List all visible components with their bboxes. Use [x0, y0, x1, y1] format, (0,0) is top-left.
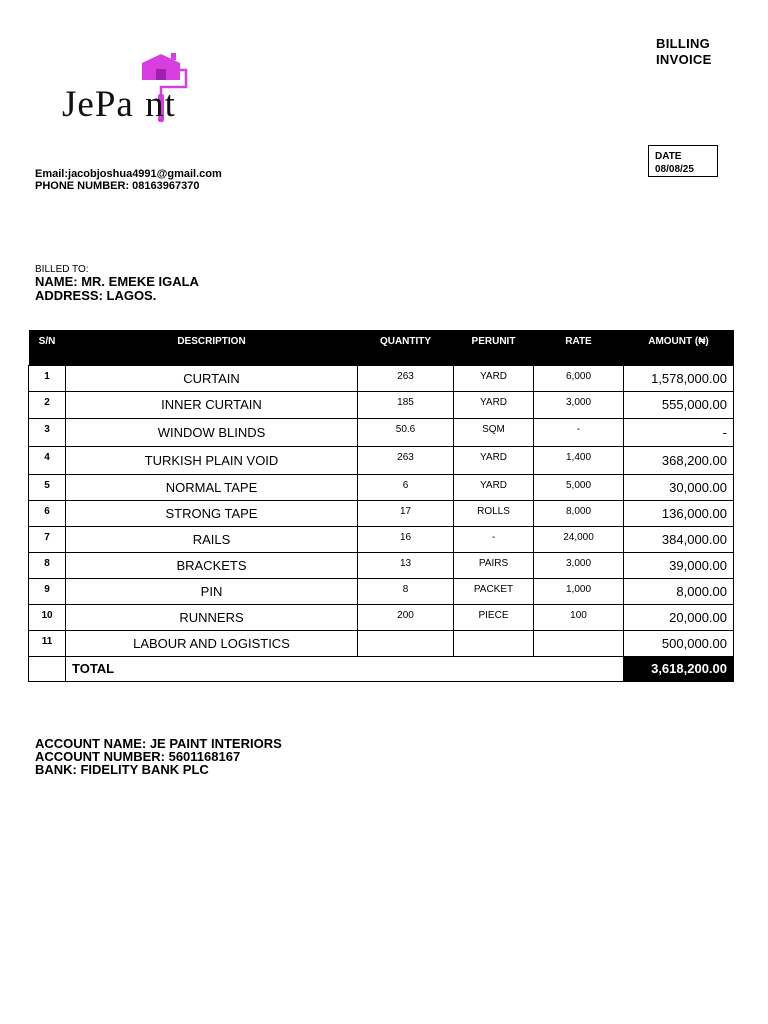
- table-row: [29, 630, 734, 656]
- document-title-line1: BILLING: [656, 36, 711, 51]
- row-unit: PAIRS: [454, 552, 534, 578]
- row-sn: 5: [29, 474, 66, 500]
- table-body: [29, 365, 734, 681]
- row-sn: 10: [29, 604, 66, 630]
- row-rate: 1,000: [534, 578, 624, 604]
- billed-to-address: ADDRESS: LAGOS.: [35, 288, 157, 303]
- row-rate: 3,000: [534, 552, 624, 578]
- row-sn: 3: [29, 418, 66, 446]
- row-sn: 9: [29, 578, 66, 604]
- contact-email: Email:jacobjoshua4991@gmail.com: [35, 168, 222, 180]
- column-header-sn: S/N: [29, 330, 66, 365]
- row-sn: 1: [29, 365, 66, 391]
- row-rate: 8,000: [534, 500, 624, 526]
- column-header-rate: RATE: [534, 330, 624, 365]
- row-description: PIN: [66, 578, 358, 604]
- date-label: DATE: [655, 151, 682, 162]
- column-header-quantity: QUANTITY: [358, 330, 454, 365]
- row-quantity: 17: [358, 500, 454, 526]
- date-box: [648, 145, 718, 177]
- row-sn: 2: [29, 391, 66, 418]
- row-quantity: 6: [358, 474, 454, 500]
- row-sn: 4: [29, 446, 66, 474]
- row-description: BRACKETS: [66, 552, 358, 578]
- row-rate: 3,000: [534, 391, 624, 418]
- row-description: WINDOW BLINDS: [66, 418, 358, 446]
- row-unit: YARD: [454, 391, 534, 418]
- row-rate: 1,400: [534, 446, 624, 474]
- row-description: STRONG TAPE: [66, 500, 358, 526]
- row-unit: SQM: [454, 418, 534, 446]
- row-unit: [454, 630, 534, 656]
- billed-to-section: [35, 264, 199, 303]
- column-header-perunit: PERUNIT: [454, 330, 534, 365]
- row-amount: 39,000.00: [624, 552, 734, 578]
- row-amount: 368,200.00: [624, 446, 734, 474]
- row-rate: 100: [534, 604, 624, 630]
- table-row: [29, 391, 734, 418]
- brand-logo: [60, 50, 220, 130]
- logo-wordmark: JePa nt: [62, 84, 176, 125]
- row-unit: YARD: [454, 365, 534, 391]
- column-header-description: DESCRIPTION: [66, 330, 358, 365]
- table-row: [29, 526, 734, 552]
- row-quantity: 200: [358, 604, 454, 630]
- document-title-line2: INVOICE: [656, 52, 712, 67]
- table-row: [29, 365, 734, 391]
- account-details: [35, 737, 282, 776]
- row-quantity: 263: [358, 365, 454, 391]
- contact-phone: PHONE NUMBER: 08163967370: [35, 180, 200, 192]
- row-unit: ROLLS: [454, 500, 534, 526]
- row-quantity: 13: [358, 552, 454, 578]
- table-header-row: [29, 330, 734, 365]
- table-row: [29, 578, 734, 604]
- contact-info: [35, 168, 222, 192]
- row-quantity: 50.6: [358, 418, 454, 446]
- invoice-table: [28, 330, 734, 682]
- row-amount: 136,000.00: [624, 500, 734, 526]
- account-number: ACCOUNT NUMBER: 5601168167: [35, 749, 241, 764]
- total-sn-cell: [29, 656, 66, 681]
- row-unit: YARD: [454, 446, 534, 474]
- billed-to-label: BILLED TO:: [35, 264, 89, 275]
- document-title: [656, 36, 712, 68]
- row-amount: -: [624, 418, 734, 446]
- row-description: RAILS: [66, 526, 358, 552]
- row-amount: 1,578,000.00: [624, 365, 734, 391]
- table-row: [29, 500, 734, 526]
- row-quantity: 8: [358, 578, 454, 604]
- row-description: CURTAIN: [66, 365, 358, 391]
- row-rate: -: [534, 418, 624, 446]
- row-unit: PACKET: [454, 578, 534, 604]
- row-description: INNER CURTAIN: [66, 391, 358, 418]
- row-description: TURKISH PLAIN VOID: [66, 446, 358, 474]
- row-amount: 500,000.00: [624, 630, 734, 656]
- total-value: 3,618,200.00: [624, 656, 734, 681]
- table-row: [29, 446, 734, 474]
- row-sn: 7: [29, 526, 66, 552]
- row-quantity: 263: [358, 446, 454, 474]
- row-amount: 384,000.00: [624, 526, 734, 552]
- total-label: TOTAL: [66, 656, 624, 681]
- row-sn: 11: [29, 630, 66, 656]
- row-amount: 20,000.00: [624, 604, 734, 630]
- row-amount: 555,000.00: [624, 391, 734, 418]
- row-unit: YARD: [454, 474, 534, 500]
- column-header-amount: AMOUNT (₦): [624, 330, 734, 365]
- date-value: 08/08/25: [655, 164, 694, 175]
- row-quantity: 16: [358, 526, 454, 552]
- row-sn: 6: [29, 500, 66, 526]
- total-row: [29, 656, 734, 681]
- table-row: [29, 552, 734, 578]
- table-row: [29, 474, 734, 500]
- row-description: NORMAL TAPE: [66, 474, 358, 500]
- table-row: [29, 604, 734, 630]
- bank-name: BANK: FIDELITY BANK PLC: [35, 762, 209, 777]
- row-description: RUNNERS: [66, 604, 358, 630]
- billed-to-name: NAME: MR. EMEKE IGALA: [35, 274, 199, 289]
- row-rate: [534, 630, 624, 656]
- account-name: ACCOUNT NAME: JE PAINT INTERIORS: [35, 736, 282, 751]
- row-rate: 24,000: [534, 526, 624, 552]
- row-unit: PIECE: [454, 604, 534, 630]
- row-description: LABOUR AND LOGISTICS: [66, 630, 358, 656]
- table-row: [29, 418, 734, 446]
- row-unit: -: [454, 526, 534, 552]
- row-amount: 30,000.00: [624, 474, 734, 500]
- row-rate: 5,000: [534, 474, 624, 500]
- row-rate: 6,000: [534, 365, 624, 391]
- row-quantity: 185: [358, 391, 454, 418]
- row-amount: 8,000.00: [624, 578, 734, 604]
- row-quantity: [358, 630, 454, 656]
- row-sn: 8: [29, 552, 66, 578]
